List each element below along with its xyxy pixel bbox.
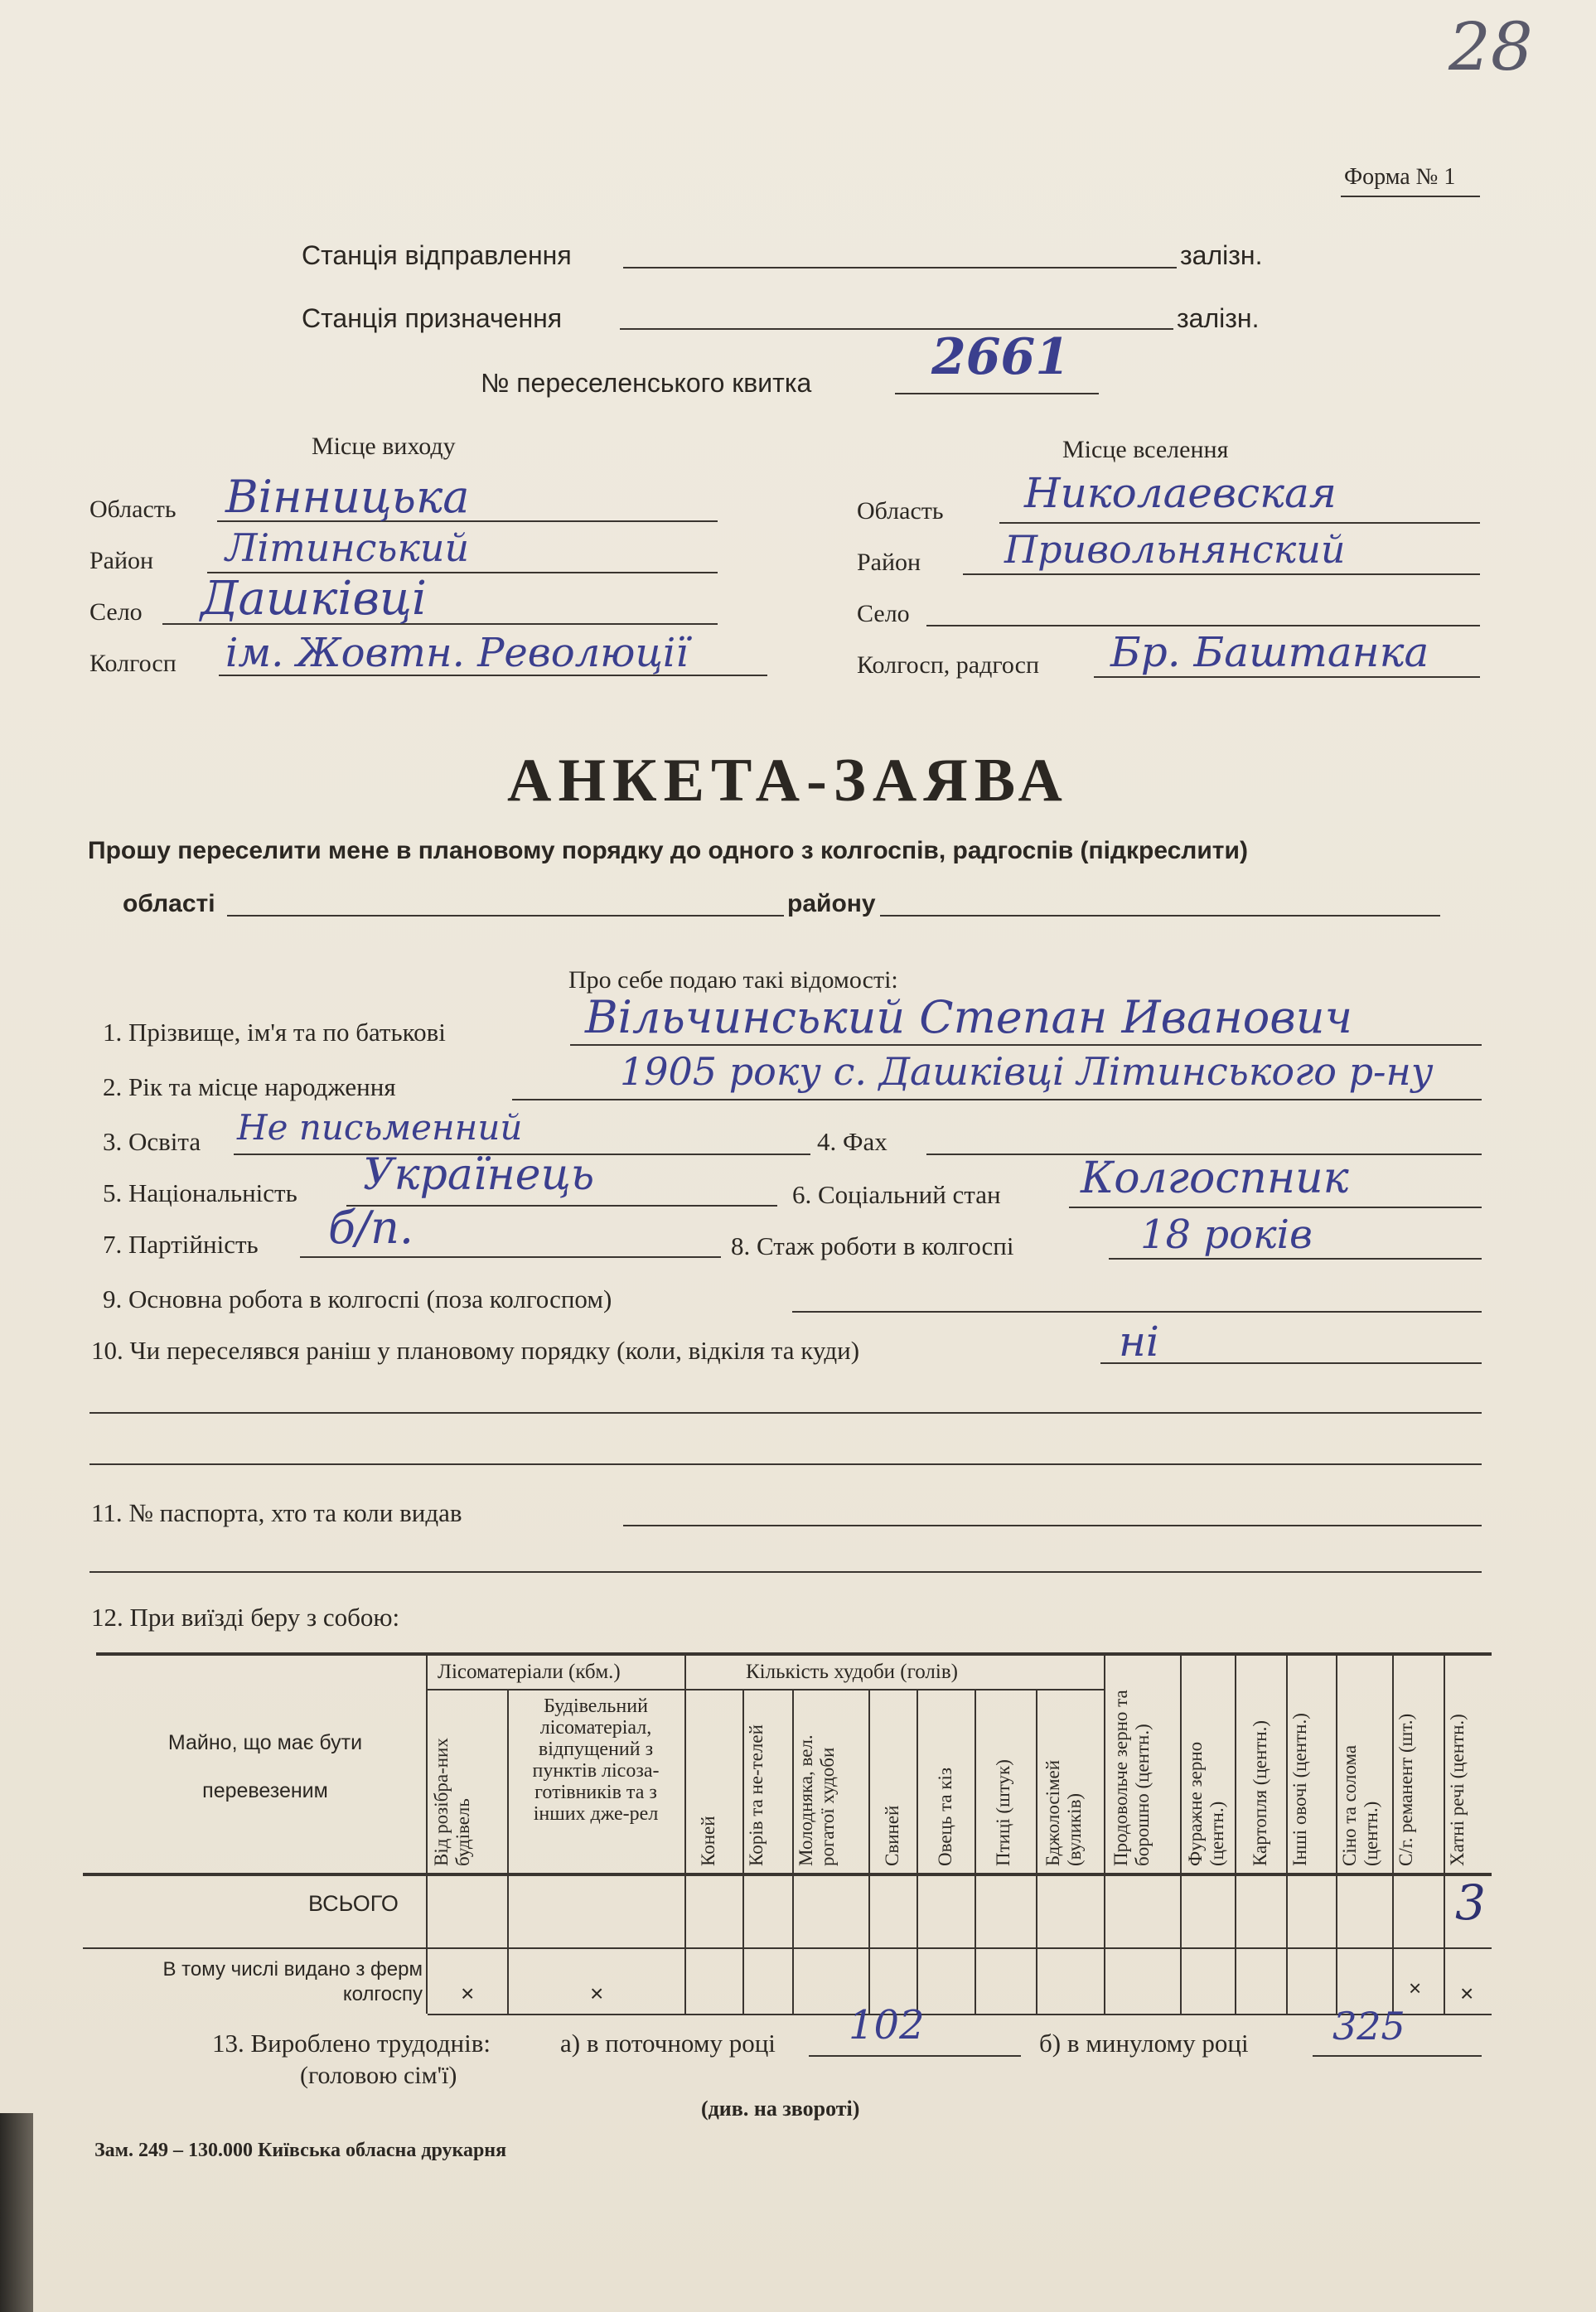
- field-4-label: 4. Фах: [817, 1127, 887, 1156]
- dest-kolkhoz-value: Бр. Баштанка: [1110, 628, 1429, 676]
- table-row-farm-label: В тому числі видано з ферм колгоспу: [162, 1958, 423, 2005]
- field-3-label: 3. Освіта: [103, 1127, 201, 1156]
- table-col-1-header: Від розібра-них будівель: [431, 1738, 473, 1866]
- workdays-sub: (головою сім'ї): [300, 2062, 457, 2089]
- table-col-5-header: Молодняка, вел. рогатої худоби: [796, 1734, 838, 1866]
- field-3-value: Не письменний: [237, 1107, 523, 1148]
- destination-station-label: Станція призначення: [302, 303, 563, 333]
- property-header: Майно, що має бути перевезеним: [167, 1731, 363, 1802]
- table-col-16-header: Хатні речі (центн.): [1447, 1714, 1468, 1866]
- origin-oblast-value: Вінницька: [225, 471, 470, 523]
- table-col-7-header: Овець та кіз: [935, 1767, 955, 1866]
- timber-group-header: Лісоматеріали (кбм.): [438, 1661, 621, 1683]
- form-title: АНКЕТА-ЗАЯВА: [507, 747, 1069, 815]
- field-5-label: 5. Національність: [103, 1178, 297, 1207]
- field-6-label: 6. Соціальний стан: [792, 1180, 1001, 1209]
- origin-village-label: Село: [89, 598, 143, 626]
- cross-mark: ×: [590, 1981, 604, 2006]
- field-1-value: Вільчинський Степан Иванович: [585, 991, 1353, 1043]
- table-col-15-header: С/г. реманент (шт.): [1395, 1713, 1416, 1866]
- field-12-label: 12. При виїзді беру з собою:: [91, 1603, 400, 1632]
- field-2-value: 1905 року с. Дашківці Літинського р-ну: [620, 1049, 1434, 1094]
- departure-station-label: Станція відправлення: [302, 240, 572, 270]
- origin-village-value: Дашківці: [201, 572, 427, 626]
- printer-note: Зам. 249 – 130.000 Київська обласна друкарня: [94, 2140, 507, 2161]
- railway-suffix-1: залізн.: [1180, 240, 1263, 270]
- field-5-value: Українець: [363, 1150, 595, 1200]
- table-col-2-header: Будівельний лісоматеріал, відпущений з пунктів лісоза-готівників та з інших дже-рел: [532, 1695, 660, 1825]
- ticket-label: № переселенського квитка: [481, 368, 812, 398]
- origin-kolkhoz-value: ім. Жовтн. Революції: [225, 630, 689, 676]
- field-6-value: Колгоспник: [1081, 1154, 1349, 1203]
- table-col-14-header: Сіно та солома (центн.): [1339, 1744, 1381, 1866]
- field-10-label: 10. Чи переселявся раніш у плановому порядку (коли, відкіля та куди): [91, 1336, 860, 1365]
- field-8-label: 8. Стаж роботи в колгоспі: [731, 1231, 1014, 1260]
- field-10-value: ні: [1119, 1318, 1159, 1366]
- table-col-12-header: Картопля (центн.): [1250, 1719, 1270, 1866]
- origin-kolkhoz-label: Колгосп: [89, 650, 177, 677]
- workdays-label: 13. Вироблено трудоднів:: [212, 2029, 491, 2058]
- livestock-group-header: Кількість худоби (голів): [746, 1661, 958, 1683]
- workdays-last-label: б) в минулому році: [1039, 2029, 1249, 2058]
- table-col-11-header: Фуражне зерно (центн.): [1185, 1741, 1227, 1866]
- intro-text: Про себе подаю такі відомості:: [568, 966, 898, 994]
- table-col-9-header: Бджолосімей (вуликів): [1042, 1759, 1085, 1866]
- request-text: Прошу переселити мене в плановому порядку до одного з колгоспів, радгоспів (підкреслити): [88, 837, 1248, 864]
- cross-mark: ×: [461, 1981, 475, 2006]
- workdays-current-label: а) в поточному році: [560, 2029, 776, 2058]
- dest-district-label: Район: [857, 549, 921, 576]
- table-col-13-header: Інші овочі (центн.): [1289, 1713, 1310, 1866]
- table-col-8-header: Птиці (штук): [993, 1759, 1013, 1866]
- page-number: 28: [1448, 8, 1533, 85]
- workdays-last-value: 325: [1332, 2004, 1405, 2048]
- dest-oblast-value: Николаевская: [1024, 469, 1337, 517]
- field-7-label: 7. Партійність: [103, 1230, 259, 1259]
- destination-heading: Місце вселення: [1062, 436, 1229, 463]
- field-2-label: 2. Рік та місце народження: [103, 1072, 396, 1101]
- field-11-label: 11. № паспорта, хто та коли видав: [91, 1498, 462, 1527]
- field-8-value: 18 років: [1140, 1212, 1313, 1258]
- table-col-4-header: Корів та не-телей: [746, 1724, 767, 1866]
- field-1-label: 1. Прізвище, ім'я та по батькові: [103, 1018, 446, 1047]
- origin-oblast-label: Область: [89, 496, 177, 523]
- cross-mark: ×: [1460, 1981, 1474, 2006]
- table-col-3-header: Коней: [698, 1816, 718, 1866]
- table-col-6-header: Свиней: [882, 1805, 902, 1866]
- dest-village-label: Село: [857, 600, 910, 627]
- table-col-10-header: Продовольче зерно та борошно (центн.): [1110, 1690, 1153, 1866]
- origin-heading: Місце виходу: [312, 433, 456, 460]
- request-district-label: району: [787, 890, 876, 917]
- field-9-label: 9. Основна робота в колгоспі (поза колгоспом): [103, 1284, 612, 1313]
- cross-mark: ×: [1409, 1976, 1422, 2000]
- form-number: Форма № 1: [1344, 164, 1456, 190]
- railway-suffix-2: залізн.: [1177, 303, 1260, 333]
- see-back-note: (див. на звороті): [701, 2097, 860, 2121]
- field-7-value: б/п.: [328, 1202, 414, 1254]
- dest-kolkhoz-label: Колгосп, радгосп: [857, 651, 1040, 679]
- table-row-total-label: ВСЬОГО: [308, 1891, 399, 1916]
- request-oblast-label: області: [123, 890, 215, 917]
- dest-district-value: Привольнянский: [1004, 527, 1346, 572]
- table-row-total-last-value: 3: [1455, 1874, 1486, 1931]
- origin-district-label: Район: [89, 547, 154, 574]
- ticket-value: 2661: [931, 328, 1070, 386]
- workdays-current-value: 102: [849, 2002, 925, 2048]
- origin-district-value: Літинський: [225, 525, 470, 570]
- dest-oblast-label: Область: [857, 497, 944, 525]
